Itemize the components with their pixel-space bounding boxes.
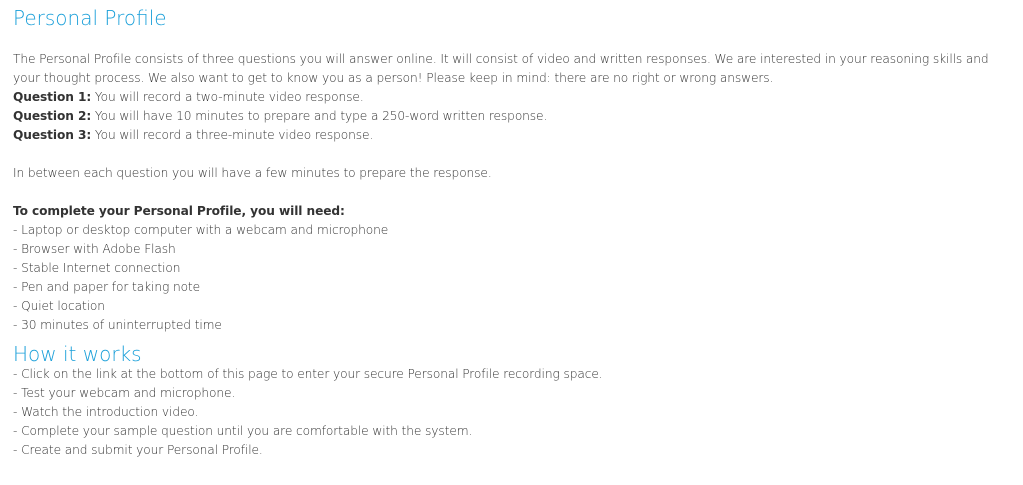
list-item: - Complete your sample question until you are comfortable with the system. — [13, 424, 473, 438]
list-item: - Pen and paper for taking note — [13, 280, 201, 294]
between-paragraph: In between each question you will have a few minutes to prepare the response. — [13, 166, 492, 180]
question-text: You will record a three-minute video response. — [91, 128, 374, 142]
intro-paragraph: The Personal Profile consists of three questions you will answer online. It will consist of video and written responses. We are interested in your reasoning skills and your thought process. We also want to get to know you as a person! Please keep in mind: there are no right or wrong answers. — [13, 52, 989, 85]
question-item — [13, 88, 1005, 107]
page-title: Personal Profile — [13, 6, 167, 30]
list-item: - 30 minutes of uninterrupted time — [13, 318, 222, 332]
question-item — [13, 107, 1005, 126]
how-it-works-heading: How it works — [13, 342, 142, 366]
list-item: - Stable Internet connection — [13, 261, 181, 275]
question-text: You will have 10 minutes to prepare and type a 250-word written response. — [91, 109, 548, 123]
list-item: - Browser with Adobe Flash — [13, 242, 176, 256]
question-label: Question 2: — [13, 109, 92, 123]
how-it-works-list — [13, 365, 1005, 460]
question-label: Question 3: — [13, 128, 92, 142]
question-label: Question 1: — [13, 90, 92, 104]
spacer — [13, 183, 1005, 202]
requirements-list — [13, 221, 1005, 335]
list-item: - Watch the introduction video. — [13, 405, 199, 419]
list-item: - Test your webcam and microphone. — [13, 386, 236, 400]
requirements-title: To complete your Personal Profile, you will need: — [13, 204, 345, 218]
list-item: - Quiet location — [13, 299, 105, 313]
list-item: - Create and submit your Personal Profile. — [13, 443, 263, 457]
question-item — [13, 126, 1005, 145]
list-item: - Click on the link at the bottom of this page to enter your secure Personal Profile recording space. — [13, 367, 603, 381]
question-text: You will record a two-minute video response. — [91, 90, 364, 104]
spacer — [13, 145, 1005, 164]
questions-list — [13, 88, 1005, 145]
list-item: - Laptop or desktop computer with a webcam and microphone — [13, 223, 389, 237]
